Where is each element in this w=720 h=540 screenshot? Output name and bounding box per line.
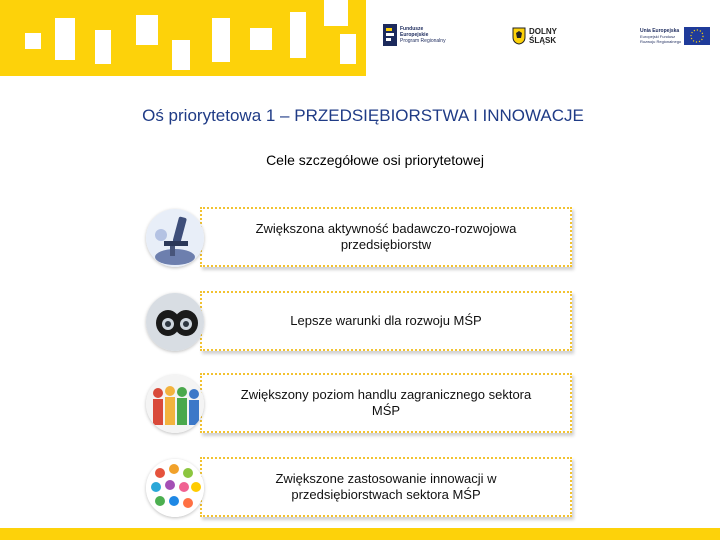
eagle-crest-icon: [512, 27, 526, 45]
microscope-icon: [146, 209, 204, 267]
header-decoration: [212, 18, 230, 62]
header-decoration: [95, 30, 111, 64]
fundusze-europejskie-logo: [383, 24, 446, 46]
logo-line: Europejskie: [400, 32, 429, 38]
people-figures-icon: [146, 375, 204, 433]
header-decoration: [324, 0, 348, 26]
colorful-people-icon: [146, 459, 204, 517]
header-decoration: [340, 34, 356, 64]
footer-band: [0, 528, 720, 540]
logo-line: Rozwoju Regionalnego: [640, 39, 682, 44]
logo-line: DOLNY: [529, 27, 557, 36]
logo-line: Europejski Fundusz: [640, 34, 676, 39]
goal-item: Zwiększone zastosowanie innowacji w przedsiębiorstwach sektora MŚP: [200, 457, 572, 517]
header-decoration: [290, 12, 306, 58]
logo-line: Unia Europejska: [640, 28, 680, 34]
logo-line: Fundusze: [400, 26, 424, 32]
header-decoration: [172, 40, 190, 70]
header-decoration: [250, 28, 272, 50]
logo-line: ŚLĄSK: [529, 36, 557, 45]
fundusze-europejskie-icon: [383, 24, 397, 46]
goal-item: Lepsze warunki dla rozwoju MŚP: [200, 291, 572, 351]
goal-item: Zwiększony poziom handlu zagranicznego sektora MŚP: [200, 373, 572, 433]
header-decoration: [55, 18, 75, 60]
header-decoration: [136, 15, 158, 45]
logo-line: Program Regionalny: [400, 38, 446, 44]
eu-flag-icon: [684, 27, 710, 45]
goal-item: Zwiększona aktywność badawczo-rozwojowa przedsiębiorstw: [200, 207, 572, 267]
unia-europejska-logo: [640, 27, 710, 45]
page-subtitle: Cele szczegółowe osi priorytetowej: [266, 152, 484, 168]
binoculars-icon: [146, 293, 204, 351]
header-decoration: [25, 33, 41, 49]
header-band: [0, 0, 720, 76]
dolny-slask-logo: [512, 27, 557, 45]
page-title: Oś priorytetowa 1 – PRZEDSIĘBIORSTWA I INNOWACJE: [142, 106, 584, 125]
